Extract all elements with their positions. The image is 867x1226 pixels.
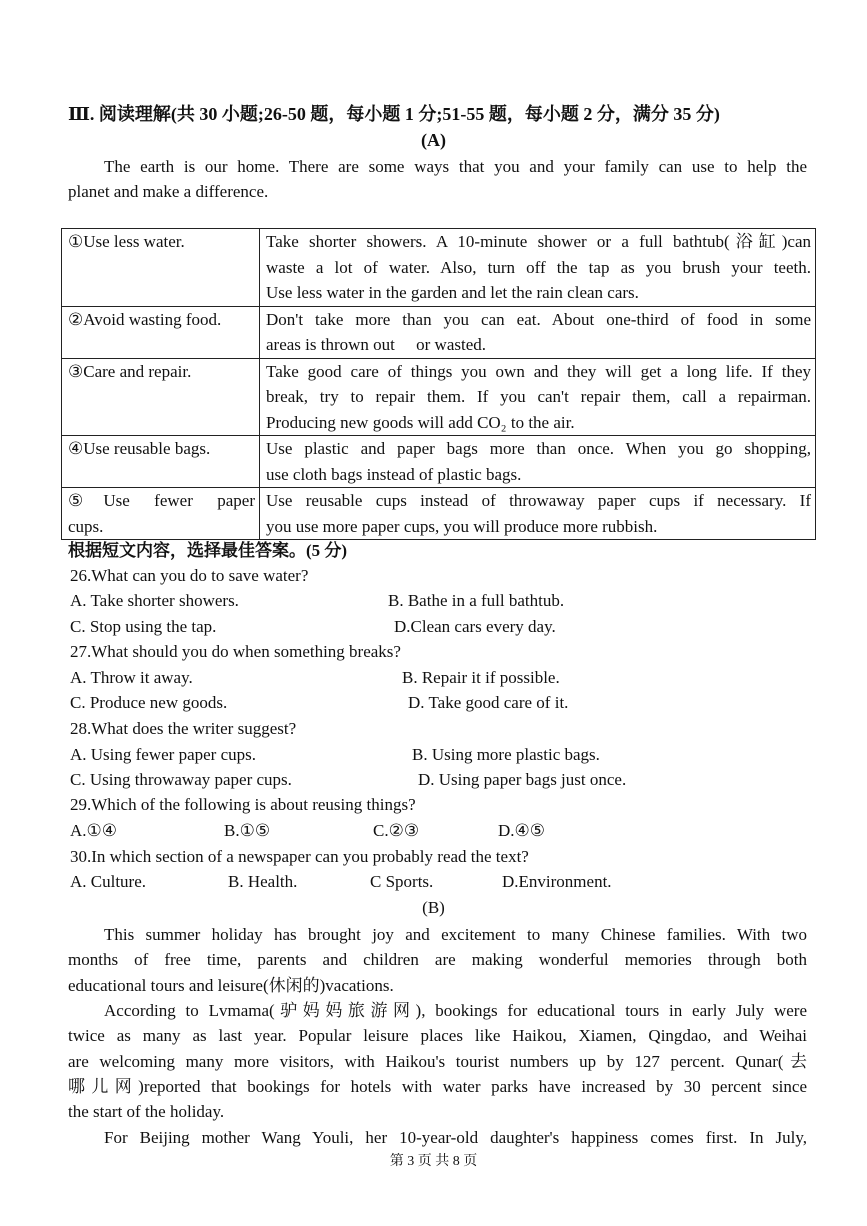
options-row [70,745,830,767]
part-b-label: (B) [422,898,445,917]
tip-key: ⑤Use fewer paper cups. [62,488,260,540]
question-27: 27.What should you do when something breaks? [70,642,401,661]
intro-line: The earth is our home. There are some ways that you and your family can use to help the [104,157,807,176]
part-a-label: (A) [421,130,446,150]
tip-key: ④Use reusable bags. [62,436,260,488]
options-row [70,770,830,792]
tip-key: ②Avoid wasting food. [62,306,260,358]
option: B. Health. [228,872,298,891]
intro-paragraph [68,154,807,205]
question-26: 26.What can you do to save water? [70,566,309,585]
options-row [70,872,830,894]
tip-text: Don't take more than you can eat. About one-third of food in some areas is thrown out or wasted. [260,306,816,358]
option: D.④⑤ [498,821,546,840]
options-row [70,617,830,639]
question-30: 30.In which section of a newspaper can you probably read the text? [70,847,529,866]
option: D. Take good care of it. [408,693,569,712]
option: A.①④ [70,821,118,840]
question-28: 28.What does the writer suggest? [70,719,297,738]
tip-text: Use plastic and paper bags more than once. When you go shopping, use cloth bags instead of plastic bags. [260,436,816,488]
options-row [70,591,830,613]
tip-key: ①Use less water. [62,229,260,307]
option: D. Using paper bags just once. [418,770,627,789]
option: C Sports. [370,872,434,891]
table-row [62,488,816,540]
table-row [62,229,816,307]
part-b-paragraph-2: According to Lvmama(驴妈妈旅游网), bookings for educational tours in early July were twice as many as last year. Popular leisure places like Haikou, Xiamen, Qingdao, and Weihai are welcoming many more visitors, with Haikou's tourist numbers up by 127 percent. Qunar(去 哪儿网)reported that bookings for hotels with water parks have increased by 30 percent since the start of the holiday. [68,1001,807,1122]
part-b-paragraph-3: For Beijing mother Wang Youli, her 10-year-old daughter's happiness comes first. In July, [104,1128,807,1147]
section-heading: Ⅲ. 阅读理解(共 30 小题;26-50 题，每小题 1 分;51-55 题，每小题 2 分，满分 35 分) [68,104,720,124]
option: C. Using throwaway paper cups. [70,770,292,789]
option: D.Clean cars every day. [394,617,556,636]
options-row [70,668,830,690]
question-29: 29.Which of the following is about reusing things? [70,795,416,814]
options-row [70,821,830,843]
tip-text: Use reusable cups instead of throwaway paper cups if necessary. If you use more paper cups, you will produce more rubbish. [260,488,816,540]
tips-table [61,228,816,540]
option: A. Using fewer paper cups. [70,745,256,764]
table-row [62,358,816,436]
option: A. Throw it away. [70,668,193,687]
table-row [62,436,816,488]
intro-line: planet and make a difference. [68,182,269,202]
tip-text: Take good care of things you own and they will get a long life. If they break, try to repair them. If you can't repair them, call a repairman. Producing new goods will add CO₂ to the air. [260,358,816,436]
option: C. Produce new goods. [70,693,228,712]
option: D.Environment. [502,872,612,891]
option: B.①⑤ [224,821,271,840]
tip-key: ③Care and repair. [62,358,260,436]
tip-text: Take shorter showers. A 10-minute shower or a full bathtub(浴缸)can waste a lot of water. Also, turn off the tap as you brush your teeth. Use less water in the garden and let the rain clean cars. [260,229,816,307]
option: C. Stop using the tap. [70,617,217,636]
option: B. Repair it if possible. [402,668,560,687]
option: A. Take shorter showers. [70,591,239,610]
instruction: 根据短文内容，选择最佳答案。(5 分) [68,541,348,560]
part-b-paragraph-1: This summer holiday has brought joy and excitement to many Chinese families. With two months of free time, parents and children are making wonderful memories through both educational tours and leisure(休闲的)vacations. [68,925,807,995]
option: B. Using more plastic bags. [412,745,600,764]
options-row [70,693,830,715]
page-footer: 第 3 页 共 8 页 [389,1154,478,1169]
option: C.②③ [373,821,420,840]
table-row [62,306,816,358]
option: A. Culture. [70,872,147,891]
option: B. Bathe in a full bathtub. [388,591,565,610]
